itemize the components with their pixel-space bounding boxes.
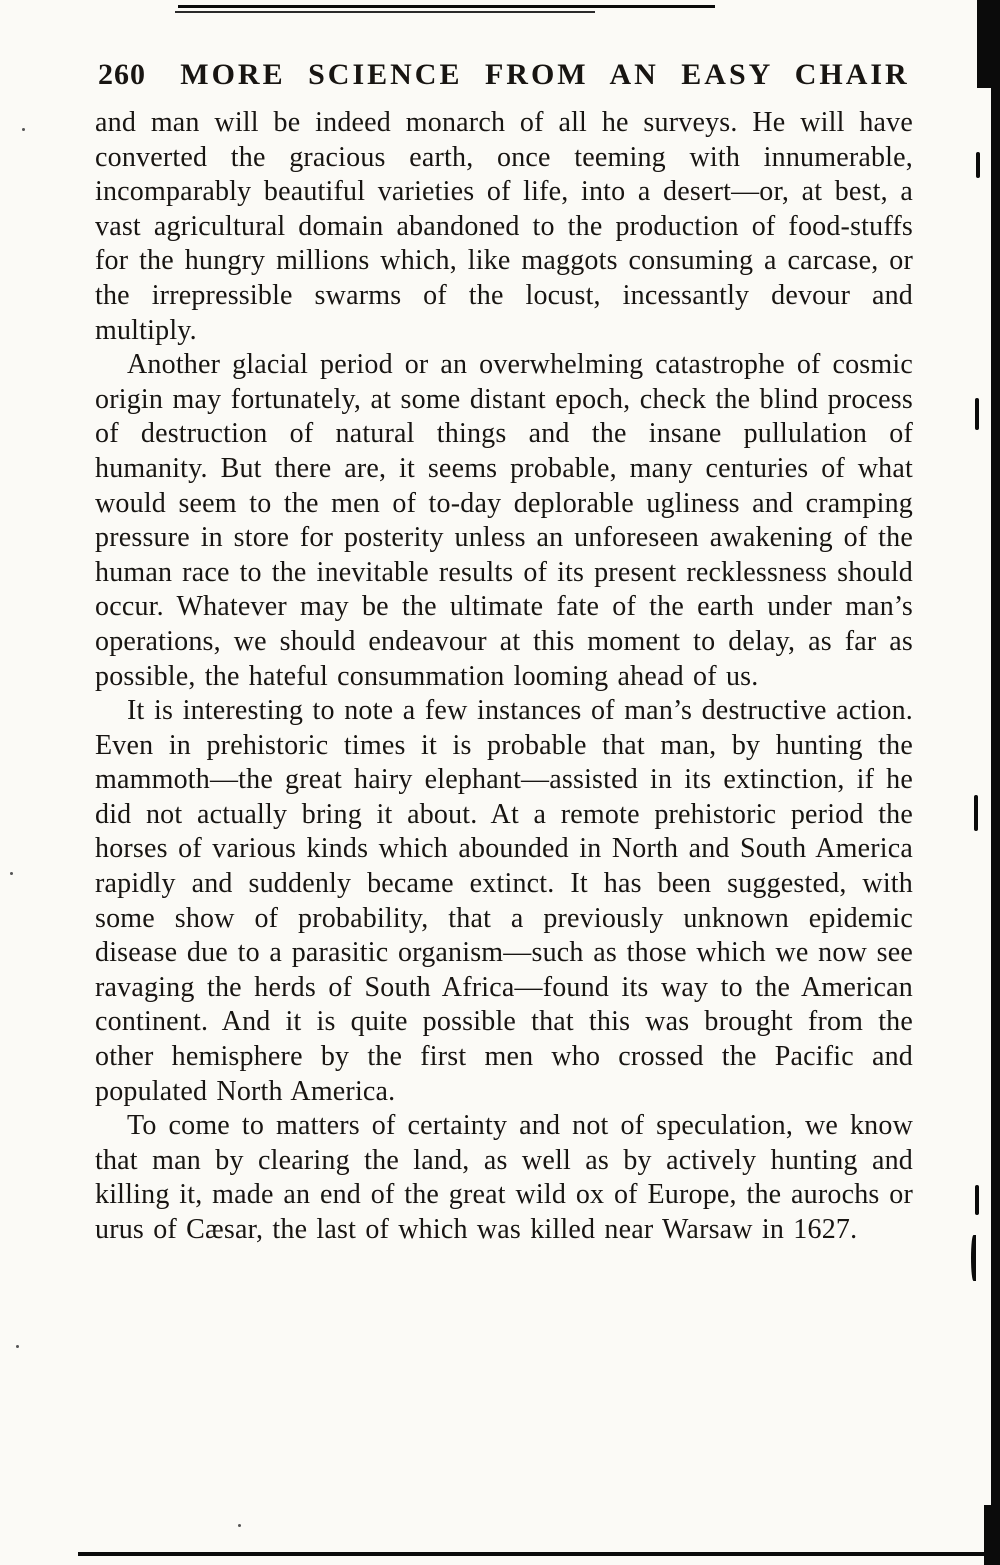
scan-artifact-right-edge-bar: [991, 0, 1000, 1565]
scan-artifact-bottom-right-block: [984, 1505, 1000, 1565]
paragraph: To come to matters of certainty and not of speculation, we know that man by clearing the land, as well as by actively hunting and killing it, made an end of the great wild ox of Europe, the aurochs or urus of Cæsar, the last of which was killed near Warsaw in 1627.: [95, 1110, 913, 1245]
scan-artifact-speck: [10, 872, 13, 875]
scan-artifact-speck: [22, 128, 25, 131]
running-head-title: MORE SCIENCE FROM AN EASY CHAIR: [180, 58, 910, 91]
page-number: 260: [98, 58, 146, 91]
scan-artifact-speck: [16, 1345, 19, 1348]
scan-artifact-bottom-rule: [78, 1552, 1000, 1556]
scan-artifact-top-rule: [178, 5, 715, 8]
scan-artifact-margin-mark: [975, 398, 979, 430]
page-body-text: [95, 106, 913, 1248]
scan-artifact-margin-mark: [974, 795, 978, 831]
scan-artifact-speck: [238, 1524, 241, 1527]
scan-artifact-top-right-block: [977, 0, 1000, 88]
scan-artifact-top-rule-2: [175, 11, 595, 13]
scan-artifact-margin-mark: [975, 1185, 979, 1215]
paragraph: It is interesting to note a few instances of man’s destructive action. Even in prehistoric times it is probable that man, by hunting the mammoth—the great hairy elephant—assisted in its extinction, if he did not actually bring it about. At a remote prehistoric period the horses of various kinds which abounded in North and South America rapidly and suddenly became extinct. It has been suggested, with some show of probability, that a previously unknown epidemic disease due to a parasitic organism—such as those which we now see ravaging the herds of South Africa—found its way to the American continent. And it is quite possible that this was brought from the other hemisphere by the first men who crossed the Pacific and populated North America.: [95, 695, 913, 1107]
scan-artifact-margin-mark: [976, 152, 980, 178]
page-header: [98, 58, 910, 92]
paragraph-continuation: and man will be indeed monarch of all he surveys. He will have converted the gracious earth, once teeming with innumerable, incomparably beautiful varieties of life, into a desert—or, at best, a vast agricultural domain abandoned to the production of food-stuffs for the hungry millions which, like maggots consuming a carcase, or the irrepressible swarms of the locust, incessantly devour and multiply.: [95, 107, 913, 346]
paragraph: Another glacial period or an overwhelming catastrophe of cosmic origin may fortunately, at some distant epoch, check the blind process of destruction of natural things and the insane pullulation of humanity. But there are, it seems probable, many centuries of what would seem to the men of to-day deplorable ugliness and cramping pressure in store for posterity unless an unforeseen awakening of the human race to the inevitable results of its present recklessness should occur. Whatever may be the ultimate fate of the earth under man’s operations, we should endeavour at this moment to delay, as far as possible, the hateful consummation looming ahead of us.: [95, 349, 913, 692]
scan-artifact-margin-mark: [971, 1235, 976, 1281]
